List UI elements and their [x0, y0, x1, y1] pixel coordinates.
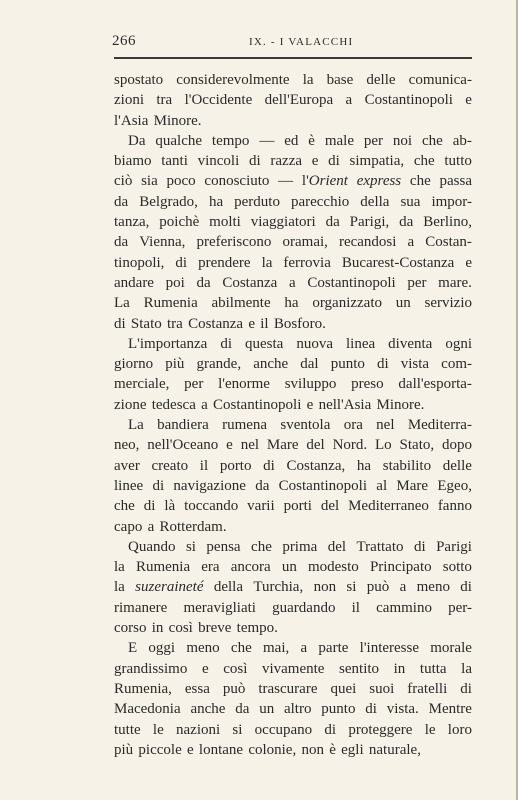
- text-line: E oggi meno che mai, a parte l'interesse morale: [128, 640, 472, 657]
- paragraph: [114, 415, 472, 537]
- text-line: la suzeraineté della Turchia, non si può a meno di: [114, 579, 472, 596]
- text-line: tanza, poichè molti viaggiatori da Parigi, da Berlino,: [114, 214, 472, 231]
- paragraph: [114, 537, 472, 638]
- paragraph: [114, 70, 472, 131]
- text-line: grandissimo e così vivamente sentito in tutta la: [114, 660, 472, 677]
- text-line: Da qualche tempo — ed è male per noi che ab-: [128, 132, 472, 149]
- text-line: Rumenia, essa può trascurare quei suoi fratelli di: [114, 680, 472, 697]
- text-line: aver creato il porto di Costanza, ha stabilito delle: [114, 457, 472, 474]
- text-line: zioni tra l'Occidente dell'Europa a Costantinopoli e: [114, 92, 472, 109]
- text-line: andare poi da Costanza a Costantinopoli per mare.: [114, 274, 472, 291]
- text-line: L'importanza di questa nuova linea diventa ogni: [128, 335, 472, 352]
- header-rule: [114, 57, 472, 59]
- text-line: zione tedesca a Costantinopoli e nell'Asia Minore.: [114, 396, 425, 413]
- text-line: da Vienna, preferiscono oramai, recandosi a Costan-: [114, 234, 472, 251]
- running-head: IX. - I VALACCHI: [249, 36, 354, 48]
- text-line: ciò sia poco conosciuto — l'Orient express che passa: [114, 173, 472, 190]
- text-line: tinopoli, di prendere la ferrovia Bucarest-Costanza e: [114, 254, 472, 271]
- text-line: Macedonia anche da un altro punto di vista. Mentre: [114, 701, 472, 718]
- text-line: linee di navigazione da Costantinopoli al Mare Egeo,: [114, 477, 472, 494]
- text-line: che di là toccando varii porti del Mediterraneo fanno: [114, 498, 472, 515]
- text-line: La Rumenia abilmente ha organizzato un servizio: [114, 295, 472, 312]
- page-header: [112, 33, 470, 50]
- body-text: [114, 70, 472, 760]
- text-line: biamo tanti vincoli di razza e di simpatia, che tutto: [114, 153, 472, 170]
- text-line: tutte le nazioni si occupano di proteggere le loro: [114, 721, 472, 738]
- text-line: corso in così breve tempo.: [114, 620, 278, 637]
- text-line: di Stato tra Costanza e il Bosforo.: [114, 315, 326, 332]
- text-line: l'Asia Minore.: [114, 112, 202, 129]
- text-line: spostato considerevolmente la base delle comunica-: [114, 72, 472, 88]
- page-number: 266: [112, 33, 136, 49]
- text-line: giorno più grande, anche dal punto di vista com-: [114, 356, 472, 373]
- text-line: più piccole e lontane colonie, non è egli naturale,: [114, 741, 421, 758]
- text-line: la Rumenia era ancora un modesto Principato sotto: [114, 559, 472, 576]
- text-line: rimanere meravigliati guardando il cammino per-: [114, 599, 472, 616]
- text-line: da Belgrado, ha perduto parecchio della sua impor-: [114, 193, 472, 210]
- text-line: neo, nell'Oceano e nel Mare del Nord. Lo Stato, dopo: [114, 437, 472, 454]
- paragraph: [114, 131, 472, 334]
- paragraph: [114, 638, 472, 760]
- paragraph: [114, 334, 472, 415]
- text-line: capo a Rotterdam.: [114, 518, 227, 535]
- text-line: Quando si pensa che prima del Trattato di Parigi: [128, 538, 472, 555]
- text-line: merciale, per l'enorme sviluppo preso dall'esporta-: [114, 376, 472, 393]
- text-line: La bandiera rumena sventola ora nel Mediterra-: [128, 417, 472, 434]
